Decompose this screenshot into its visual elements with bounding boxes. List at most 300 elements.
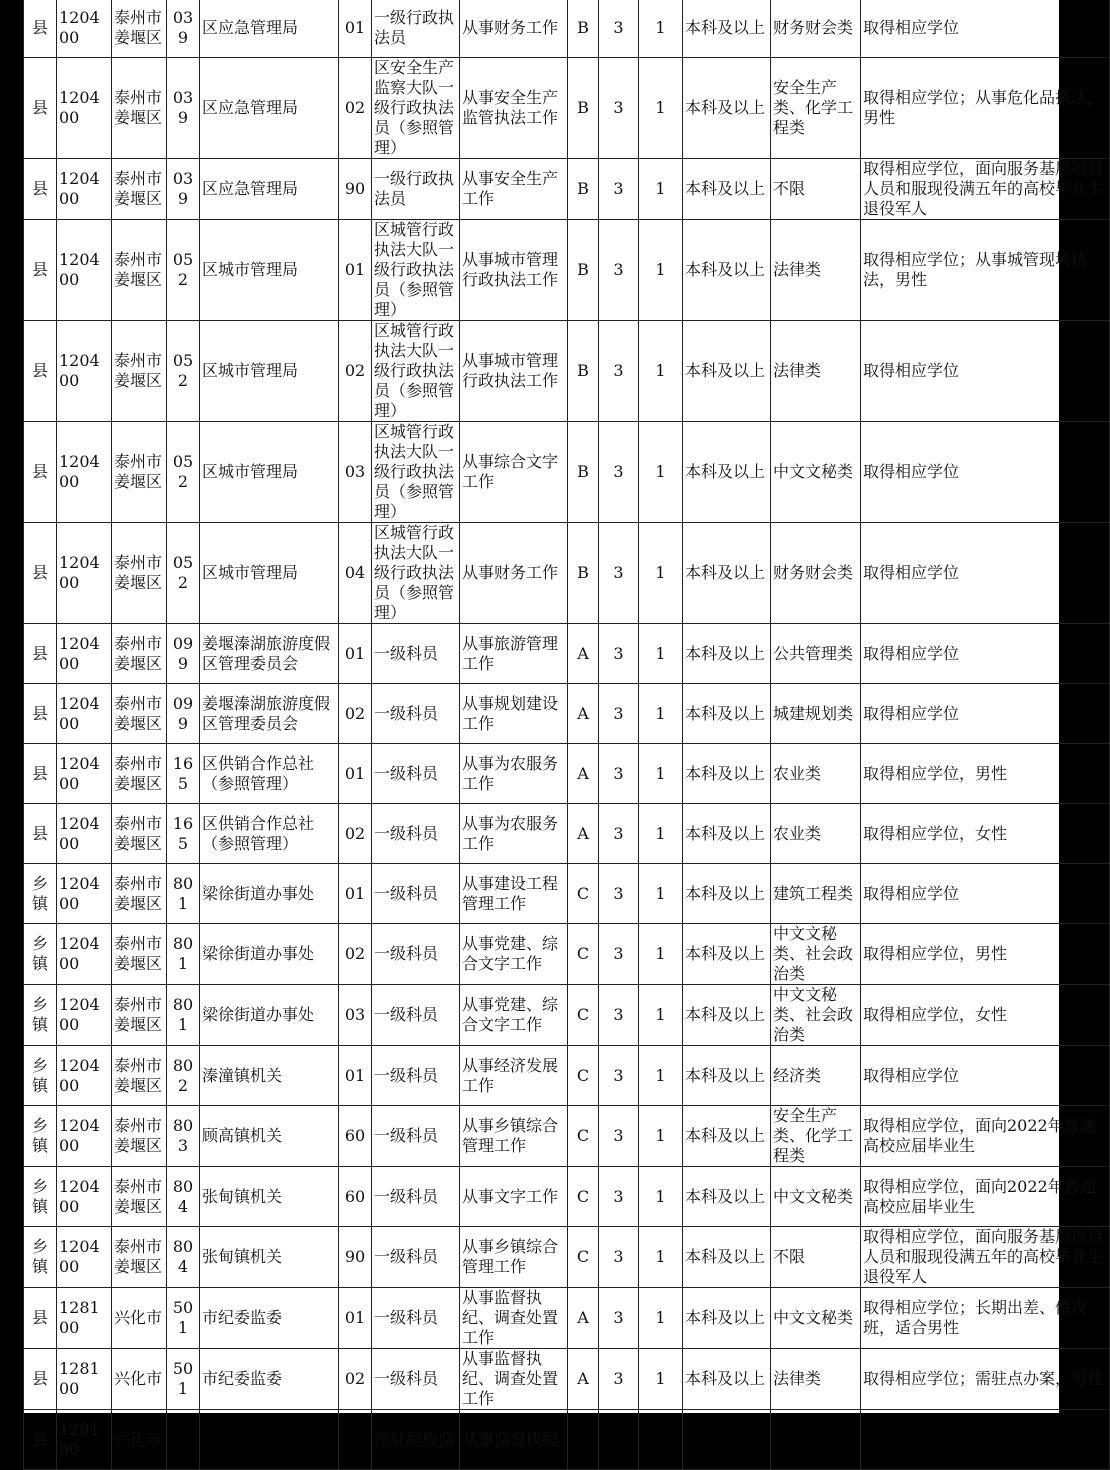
cell-ratio: 3 [599,1106,639,1167]
cell-major: 中文文秘类、社会政治类 [771,924,861,985]
table-row [24,1227,1110,1288]
cell-duties: 从事党建、综合文字工作 [460,985,568,1046]
table-row [24,321,1110,422]
cell-requirements: 取得相应学位，女性 [861,804,1110,864]
cell-major: 法律类 [771,220,861,321]
cell-category: C [568,1167,599,1227]
cell-category: B [568,0,599,58]
cell-post-code: 01 [339,0,372,58]
cell-dept-name: 溱潼镇机关 [200,1046,339,1106]
cell-post-code: 01 [339,744,372,804]
cell-dept-name: 姜堰溱湖旅游度假区管理委员会 [200,624,339,684]
cell-level: 县 [24,220,57,321]
cell-dept-name: 梁徐街道办事处 [200,924,339,985]
cell-count: 1 [639,1288,683,1349]
cell-education: 本科及以上 [683,321,771,422]
cell-code: 120400 [57,220,112,321]
cell-dept-code [167,1410,200,1470]
table-row [24,864,1110,924]
cell-major: 不限 [771,1227,861,1288]
cell-count: 1 [639,804,683,864]
cell-level: 县 [24,0,57,58]
cell-requirements: 取得相应学位；从事城管现场执法，男性 [861,220,1110,321]
cell-requirements: 取得相应学位；从事危化品执法，男性 [861,58,1110,159]
cell-count: 1 [639,220,683,321]
cell-post-code: 90 [339,159,372,220]
cell-duties: 从事为农服务工作 [460,744,568,804]
cell-code: 120400 [57,744,112,804]
cell-count: 1 [639,684,683,744]
cell-education: 本科及以上 [683,159,771,220]
cell-education: 本科及以上 [683,0,771,58]
cell-level: 县 [24,804,57,864]
cell-dept-code: 165 [167,804,200,864]
cell-post-name: 区安全生产监察大队一级行政执法员（参照管理） [372,58,460,159]
cell-code: 120400 [57,159,112,220]
cell-region: 泰州市姜堰区 [112,624,167,684]
cell-duties: 从事综合文字工作 [460,422,568,523]
cell-post-name: 一级科员 [372,1046,460,1106]
cell-ratio: 3 [599,159,639,220]
cell-dept-code: 801 [167,985,200,1046]
cell-post-code: 60 [339,1167,372,1227]
cell-education: 本科及以上 [683,804,771,864]
cell-dept-name: 区供销合作总社（参照管理） [200,804,339,864]
cell-region: 泰州市姜堰区 [112,684,167,744]
table-row [24,523,1110,624]
cell-post-code: 01 [339,220,372,321]
table-row [24,1349,1110,1410]
cell-major: 财务财会类 [771,523,861,624]
cell-dept-name: 区城市管理局 [200,523,339,624]
cell-dept-code: 099 [167,624,200,684]
cell-dept-name: 张甸镇机关 [200,1227,339,1288]
table-body [24,0,1110,1470]
table-row [24,1046,1110,1106]
cell-category: B [568,523,599,624]
cell-dept-code: 039 [167,0,200,58]
cell-post-code: 02 [339,924,372,985]
cell-major: 中文文秘类 [771,422,861,523]
cell-count: 1 [639,523,683,624]
cell-duties: 从事党建、综合文字工作 [460,924,568,985]
cell-level: 县 [24,422,57,523]
cell-dept-name [200,1410,339,1470]
cell-education: 本科及以上 [683,744,771,804]
cell-region: 泰州市姜堰区 [112,321,167,422]
cell-ratio: 3 [599,1288,639,1349]
cell-major: 公共管理类 [771,624,861,684]
cell-category: B [568,159,599,220]
cell-ratio [599,1410,639,1470]
cell-education: 本科及以上 [683,1227,771,1288]
cell-ratio: 3 [599,1227,639,1288]
cell-requirements: 取得相应学位；长期出差、值夜班，适合男性 [861,1288,1110,1349]
cell-dept-name: 区应急管理局 [200,0,339,58]
cell-major: 法律类 [771,1349,861,1410]
cell-post-name: 区城管行政执法大队一级行政执法员（参照管理） [372,422,460,523]
cell-requirements: 取得相应学位 [861,523,1110,624]
cell-dept-name: 区城市管理局 [200,321,339,422]
cell-education: 本科及以上 [683,985,771,1046]
cell-code: 120400 [57,985,112,1046]
cell-region: 泰州市姜堰区 [112,985,167,1046]
cell-count: 1 [639,422,683,523]
cell-level: 乡镇 [24,924,57,985]
table-row [24,684,1110,744]
cell-post-code: 01 [339,1046,372,1106]
table-row [24,159,1110,220]
cell-dept-code: 801 [167,864,200,924]
cell-requirements: 取得相应学位，女性 [861,985,1110,1046]
cell-post-name: 一级科员 [372,1288,460,1349]
table-row [24,1410,1110,1470]
cell-requirements: 取得相应学位 [861,1046,1110,1106]
cell-dept-code: 804 [167,1227,200,1288]
cell-requirements: 取得相应学位，男性 [861,744,1110,804]
cell-post-name: 一级科员 [372,1227,460,1288]
cell-level: 乡镇 [24,1046,57,1106]
table-row [24,624,1110,684]
cell-dept-code: 804 [167,1167,200,1227]
cell-region: 泰州市姜堰区 [112,864,167,924]
cell-code: 120400 [57,684,112,744]
cell-category: B [568,321,599,422]
cell-post-code: 02 [339,321,372,422]
cell-post-code: 01 [339,624,372,684]
cell-code: 120400 [57,924,112,985]
cell-post-name: 区城管行政执法大队一级行政执法员（参照管理） [372,321,460,422]
table-row [24,924,1110,985]
cell-count: 1 [639,1227,683,1288]
positions-table [23,0,1110,1470]
cell-code: 128100 [57,1349,112,1410]
cell-ratio: 3 [599,0,639,58]
cell-dept-name: 区城市管理局 [200,422,339,523]
cell-count: 1 [639,985,683,1046]
cell-count [639,1410,683,1470]
cell-dept-name: 姜堰溱湖旅游度假区管理委员会 [200,684,339,744]
cell-requirements: 取得相应学位，面向服务基层项目人员和服现役满五年的高校毕业生退役军人 [861,1227,1110,1288]
cell-region: 泰州市姜堰区 [112,1106,167,1167]
cell-ratio: 3 [599,321,639,422]
cell-dept-code: 099 [167,684,200,744]
cell-post-name: 一级科员 [372,684,460,744]
cell-category [568,1410,599,1470]
cell-category: C [568,1227,599,1288]
cell-level: 县 [24,1410,57,1470]
cell-education: 本科及以上 [683,422,771,523]
cell-dept-name: 梁徐街道办事处 [200,985,339,1046]
cell-region: 泰州市姜堰区 [112,523,167,624]
cell-count: 1 [639,1106,683,1167]
cell-duties: 从事经济发展工作 [460,1046,568,1106]
cell-ratio: 3 [599,804,639,864]
cell-duties: 从事安全生产监管执法工作 [460,58,568,159]
cell-dept-name: 区供销合作总社（参照管理） [200,744,339,804]
cell-count: 1 [639,1349,683,1410]
cell-education [683,1410,771,1470]
cell-level: 乡镇 [24,985,57,1046]
cell-duties: 从事城市管理行政执法工作 [460,321,568,422]
cell-level: 乡镇 [24,864,57,924]
cell-count: 1 [639,924,683,985]
cell-region: 泰州市姜堰区 [112,58,167,159]
cell-post-code: 01 [339,864,372,924]
cell-major: 中文文秘类、社会政治类 [771,985,861,1046]
cell-post-code: 03 [339,422,372,523]
cell-requirements: 取得相应学位 [861,624,1110,684]
cell-ratio: 3 [599,744,639,804]
cell-major: 农业类 [771,744,861,804]
cell-education: 本科及以上 [683,864,771,924]
cell-count: 1 [639,864,683,924]
cell-ratio: 3 [599,58,639,159]
cell-post-code: 01 [339,1288,372,1349]
table-row [24,744,1110,804]
cell-requirements: 取得相应学位 [861,0,1110,58]
cell-category: A [568,684,599,744]
table-row [24,0,1110,58]
cell-region: 泰州市姜堰区 [112,804,167,864]
cell-dept-name: 张甸镇机关 [200,1167,339,1227]
cell-ratio: 3 [599,985,639,1046]
cell-code: 120400 [57,804,112,864]
cell-requirements: 取得相应学位，男性 [861,924,1110,985]
cell-category: A [568,624,599,684]
cell-duties: 从事监督执纪、调查处置工作 [460,1349,568,1410]
cell-major: 中文文秘类 [771,1288,861,1349]
cell-count: 1 [639,0,683,58]
cell-duties: 从事城市管理行政执法工作 [460,220,568,321]
cell-post-code: 04 [339,523,372,624]
cell-code: 120400 [57,1167,112,1227]
cell-region: 兴化市 [112,1410,167,1470]
cell-major: 财务财会类 [771,0,861,58]
cell-level: 乡镇 [24,1106,57,1167]
cell-region: 泰州市姜堰区 [112,1227,167,1288]
cell-dept-name: 市纪委监委 [200,1288,339,1349]
cell-requirements: 取得相应学位 [861,422,1110,523]
cell-dept-name: 区城市管理局 [200,220,339,321]
cell-duties: 从事监督执纪 [460,1410,568,1470]
cell-post-name: 一级科员 [372,985,460,1046]
cell-requirements: 取得相应学位，面向服务基层项目人员和服现役满五年的高校毕业生退役军人 [861,159,1110,220]
cell-post-code: 02 [339,1349,372,1410]
cell-code: 120400 [57,58,112,159]
cell-category: A [568,1349,599,1410]
cell-major [771,1410,861,1470]
cell-count: 1 [639,159,683,220]
cell-post-name: 区城管行政执法大队一级行政执法员（参照管理） [372,220,460,321]
cell-dept-code: 501 [167,1288,200,1349]
cell-region: 兴化市 [112,1288,167,1349]
cell-major: 中文文秘类 [771,1167,861,1227]
cell-ratio: 3 [599,220,639,321]
cell-duties: 从事乡镇综合管理工作 [460,1227,568,1288]
cell-region: 泰州市姜堰区 [112,159,167,220]
cell-dept-code: 803 [167,1106,200,1167]
cell-post-name: 派驻纪检监 [372,1410,460,1470]
cell-post-name: 一级科员 [372,1106,460,1167]
cell-post-name: 一级科员 [372,864,460,924]
cell-major: 经济类 [771,1046,861,1106]
cell-code: 128100 [57,1288,112,1349]
cell-requirements: 取得相应学位；需驻点办案，男性 [861,1349,1110,1410]
cell-level: 县 [24,159,57,220]
cell-level: 乡镇 [24,1167,57,1227]
cell-requirements: 取得相应学位 [861,321,1110,422]
cell-ratio: 3 [599,684,639,744]
cell-code: 128100 [57,1410,112,1470]
cell-ratio: 3 [599,1167,639,1227]
cell-post-name: 一级科员 [372,624,460,684]
cell-code: 120400 [57,321,112,422]
cell-education: 本科及以上 [683,1046,771,1106]
cell-requirements [861,1410,1110,1470]
cell-requirements: 取得相应学位 [861,684,1110,744]
cell-dept-name: 区应急管理局 [200,58,339,159]
cell-post-code [339,1410,372,1470]
cell-level: 县 [24,684,57,744]
cell-post-name: 区城管行政执法大队一级行政执法员（参照管理） [372,523,460,624]
cell-dept-name: 市纪委监委 [200,1349,339,1410]
cell-count: 1 [639,1167,683,1227]
table-row [24,1106,1110,1167]
table-row [24,1288,1110,1349]
cell-level: 县 [24,58,57,159]
cell-region: 泰州市姜堰区 [112,0,167,58]
cell-major: 城建规划类 [771,684,861,744]
cell-requirements: 取得相应学位，面向2022年普通高校应届毕业生 [861,1106,1110,1167]
cell-ratio: 3 [599,1349,639,1410]
cell-education: 本科及以上 [683,523,771,624]
cell-ratio: 3 [599,624,639,684]
cell-major: 不限 [771,159,861,220]
cell-dept-code: 165 [167,744,200,804]
cell-post-name: 一级科员 [372,1167,460,1227]
cell-education: 本科及以上 [683,924,771,985]
cell-education: 本科及以上 [683,1106,771,1167]
cell-major: 建筑工程类 [771,864,861,924]
cell-region: 泰州市姜堰区 [112,1167,167,1227]
cell-requirements: 取得相应学位，面向2022年普通高校应届毕业生 [861,1167,1110,1227]
cell-post-code: 02 [339,804,372,864]
cell-ratio: 3 [599,864,639,924]
cell-code: 120400 [57,1046,112,1106]
cell-major: 安全生产类、化学工程类 [771,1106,861,1167]
cell-category: C [568,985,599,1046]
cell-category: C [568,1046,599,1106]
cell-duties: 从事财务工作 [460,0,568,58]
cell-duties: 从事旅游管理工作 [460,624,568,684]
cell-dept-code: 052 [167,422,200,523]
cell-region: 泰州市姜堰区 [112,744,167,804]
cell-code: 120400 [57,0,112,58]
cell-code: 120400 [57,1227,112,1288]
cell-education: 本科及以上 [683,624,771,684]
table-row [24,804,1110,864]
cell-ratio: 3 [599,422,639,523]
cell-region: 泰州市姜堰区 [112,924,167,985]
cell-category: B [568,422,599,523]
cell-level: 县 [24,1288,57,1349]
cell-code: 120400 [57,864,112,924]
cell-count: 1 [639,58,683,159]
cell-ratio: 3 [599,1046,639,1106]
cell-category: A [568,744,599,804]
cell-duties: 从事为农服务工作 [460,804,568,864]
cell-requirements: 取得相应学位 [861,864,1110,924]
cell-code: 120400 [57,1106,112,1167]
cell-post-name: 一级行政执法员 [372,0,460,58]
cell-duties: 从事建设工程管理工作 [460,864,568,924]
cell-post-code: 60 [339,1106,372,1167]
table-row [24,422,1110,523]
cell-category: A [568,1288,599,1349]
cell-category: B [568,220,599,321]
cell-post-code: 02 [339,58,372,159]
cell-category: C [568,1106,599,1167]
cell-dept-code: 039 [167,58,200,159]
cell-dept-code: 052 [167,321,200,422]
cell-category: C [568,864,599,924]
cell-post-code: 90 [339,1227,372,1288]
cell-region: 泰州市姜堰区 [112,1046,167,1106]
table-row [24,220,1110,321]
cell-duties: 从事监督执纪、调查处置工作 [460,1288,568,1349]
cell-ratio: 3 [599,523,639,624]
cell-post-name: 一级科员 [372,744,460,804]
cell-education: 本科及以上 [683,58,771,159]
cell-category: A [568,804,599,864]
cell-code: 120400 [57,523,112,624]
cell-dept-code: 501 [167,1349,200,1410]
cell-duties: 从事文字工作 [460,1167,568,1227]
cell-post-name: 一级科员 [372,924,460,985]
cell-level: 乡镇 [24,1227,57,1288]
cell-major: 安全生产类、化学工程类 [771,58,861,159]
cell-dept-code: 052 [167,220,200,321]
cell-post-name: 一级科员 [372,1349,460,1410]
cell-category: C [568,924,599,985]
cell-duties: 从事财务工作 [460,523,568,624]
recruitment-table-page [23,0,1104,1459]
cell-dept-code: 802 [167,1046,200,1106]
cell-level: 县 [24,744,57,804]
cell-dept-code: 052 [167,523,200,624]
cell-count: 1 [639,321,683,422]
cell-post-code: 03 [339,985,372,1046]
cell-dept-name: 区应急管理局 [200,159,339,220]
cell-education: 本科及以上 [683,1288,771,1349]
table-row [24,58,1110,159]
table-row [24,1167,1110,1227]
cell-code: 120400 [57,624,112,684]
cell-level: 县 [24,1349,57,1410]
cell-duties: 从事乡镇综合管理工作 [460,1106,568,1167]
cell-category: B [568,58,599,159]
cell-major: 法律类 [771,321,861,422]
cell-post-name: 一级科员 [372,804,460,864]
cell-level: 县 [24,321,57,422]
cell-code: 120400 [57,422,112,523]
cell-education: 本科及以上 [683,684,771,744]
cell-dept-code: 801 [167,924,200,985]
cell-region: 泰州市姜堰区 [112,422,167,523]
cell-level: 县 [24,523,57,624]
cell-count: 1 [639,624,683,684]
